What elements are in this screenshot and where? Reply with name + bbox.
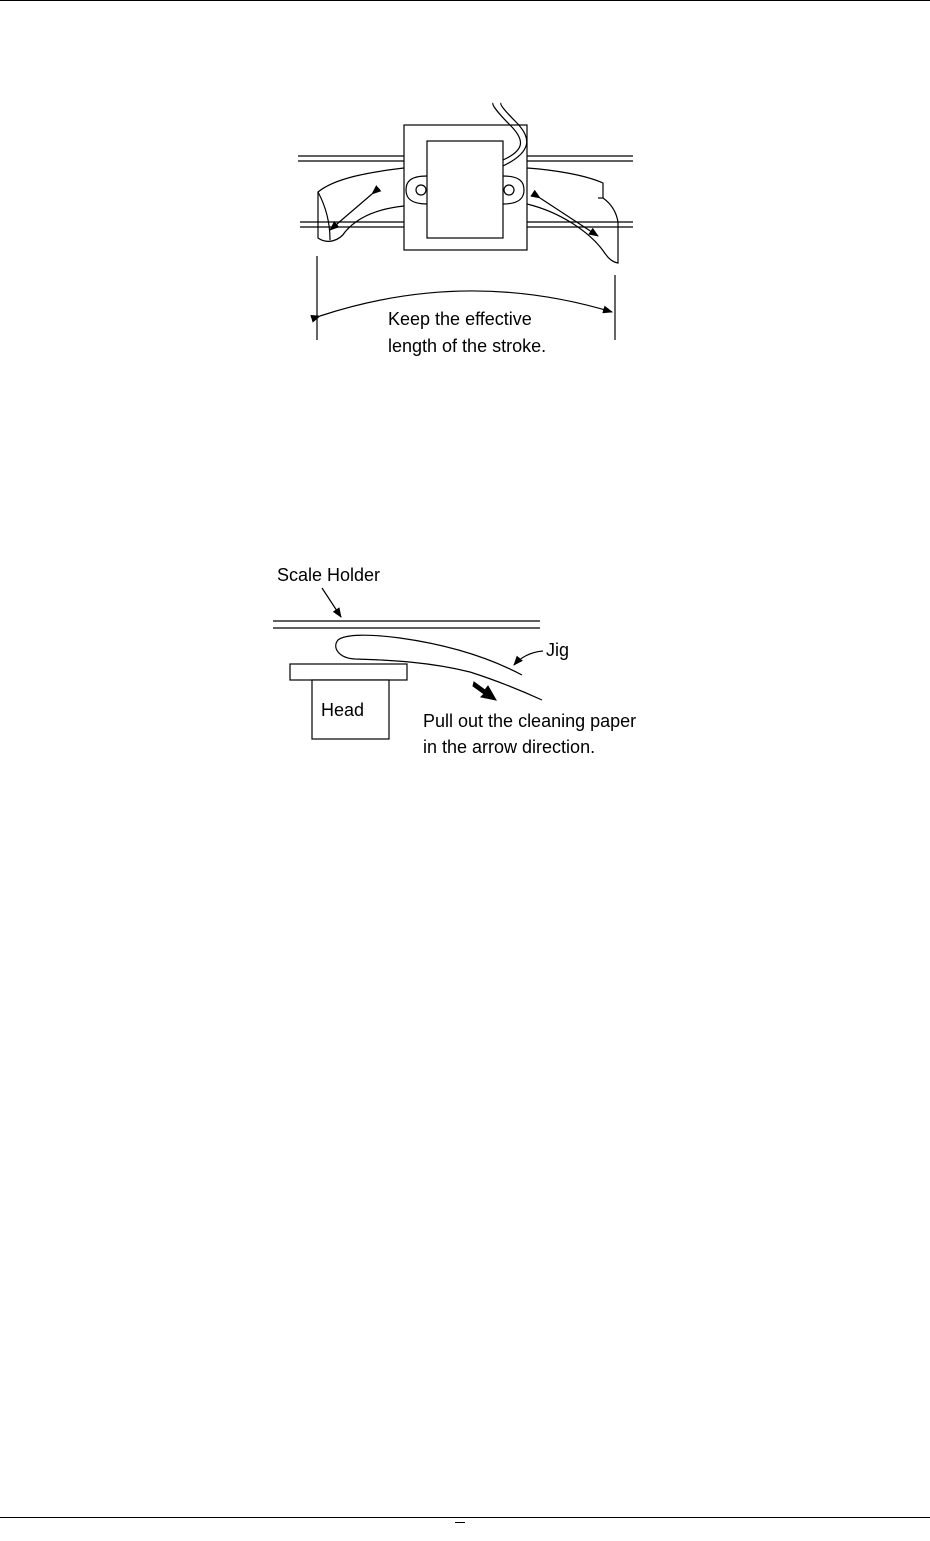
- stroke-caption-line1: Keep the effective: [388, 309, 532, 329]
- head-label: Head: [321, 700, 365, 720]
- head-plate: [290, 664, 407, 680]
- page-number-mark: [455, 1522, 465, 1523]
- pull-instruction-line1: Pull out the cleaning paper: [423, 711, 637, 731]
- left-stroke-arrow: [330, 194, 372, 230]
- right-cleaning-paper: [527, 168, 618, 263]
- scale-holder-leader: [322, 588, 341, 617]
- scale-holder-label: Scale Holder: [277, 565, 381, 585]
- pull-instruction-line2: in the arrow direction.: [423, 737, 596, 757]
- sensor-head-window: [427, 141, 503, 238]
- pull-direction-arrow-icon: [473, 682, 496, 700]
- stroke-figure: [298, 103, 633, 340]
- stroke-caption-line2: length of the stroke.: [388, 336, 547, 356]
- jig-leader: [514, 651, 543, 665]
- left-cleaning-paper: [318, 168, 404, 241]
- footer-rule: [0, 1517, 930, 1518]
- jig-label: Jig: [546, 640, 570, 660]
- right-stroke-arrow: [540, 198, 598, 236]
